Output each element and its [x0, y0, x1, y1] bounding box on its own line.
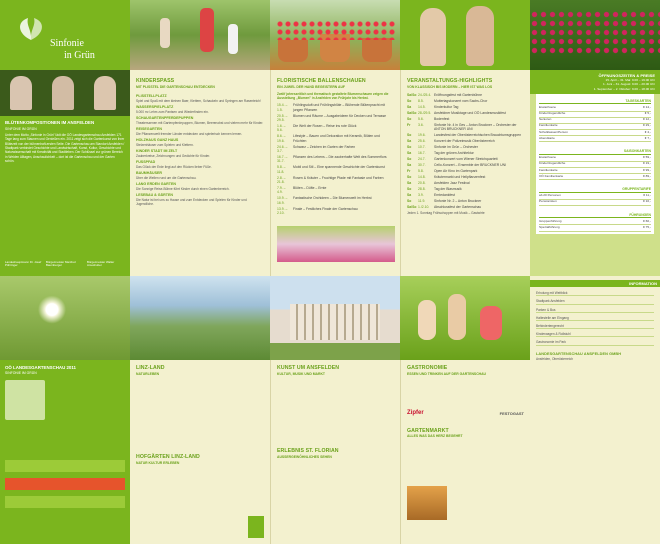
kids-item-text: Über die Wellen rund um die Gartenschau.	[136, 175, 197, 180]
kids-item-title: LESEBAU & GÄRTEN	[136, 193, 173, 198]
event-date: 14.5.	[418, 104, 426, 109]
event-text: Abschlussfest der Gartenschau	[434, 204, 482, 209]
kids-item-text: Die Sonnige Reise-Bühne führt Kinder durch einen Gartenbereich.	[136, 186, 230, 191]
blumenschauen-heading: FLORISTISCHE BALLENSCHAUEN	[277, 78, 366, 84]
price-label: Pensionisten	[539, 199, 557, 204]
kids-item-text: Die Natur ist bei uns zu Hause und zum Entdecken und Spielen für Kinder und Jugendliche.	[136, 197, 247, 206]
price-label: Erwachsene	[539, 155, 557, 160]
kinderspass-list	[136, 94, 264, 206]
price-value: € 75,-	[643, 224, 651, 229]
info-lines	[536, 291, 654, 346]
price-value: € 59,-	[643, 155, 651, 160]
flower-event-date: 2.8. – 21.8.	[277, 175, 286, 184]
flower-event-row	[277, 186, 394, 195]
event-row	[407, 175, 524, 179]
event-text: Open Air Kino im Gartenpark	[434, 168, 478, 173]
flower-event-text: Frühlingsduft und Frühlingsblüte – Blühende Blütenpracht mit jungen Pflanzen	[293, 103, 385, 112]
price-value: € 99,-	[643, 167, 651, 172]
kinderspass-heading: KINDERSPASS	[136, 78, 175, 84]
event-date: 16.7.	[418, 150, 426, 155]
caption-2: Bürgermeister Manfred Baumberger	[46, 259, 76, 268]
price-row	[539, 136, 651, 142]
event-date: 24./25.4.	[418, 93, 432, 98]
price-value: € 7,-	[644, 135, 651, 140]
kids-item-title: SCHAUGARTENPFERDEPUPPEN	[136, 116, 194, 121]
panel-intro	[0, 116, 130, 276]
event-text: Eröffnungsfest mit Gartenbühne	[434, 93, 483, 98]
kids-item-text: 5.000 m² Lehm zum Pantsen und Wiederfinden ein.	[136, 109, 209, 114]
blumenschauen-list	[277, 103, 394, 215]
price-value: € 14,-	[643, 105, 651, 110]
event-row	[407, 187, 524, 191]
event-date: 28.8.	[418, 186, 426, 191]
price-label: Kinder/Jugendliche	[539, 161, 566, 166]
event-text: Sinfonie Nr. 4 in Ges – Anton Bruckner – Orchester der ANTON BRUCKNER UNI	[434, 122, 517, 132]
photo-tulips	[530, 0, 660, 70]
event-day: Fr	[407, 168, 411, 173]
info-footer: Ansfelden, Oberösterreich	[536, 356, 574, 361]
schedule-bar-3	[5, 496, 125, 508]
photo-daisies	[0, 276, 130, 360]
sponsor-logos	[407, 410, 524, 418]
event-date: 24.7.	[418, 156, 426, 161]
photo-map-thumb	[5, 380, 45, 420]
event-text: Bodenfest	[434, 116, 450, 121]
blumenschauen-subheading: EIN JUWEL DER HAND BEGEISTERN AUF	[277, 84, 346, 89]
photo-family-garden	[130, 0, 270, 70]
info-title: INFORMATION	[530, 280, 660, 287]
photo-castle	[270, 276, 400, 360]
schedule-bar-1	[5, 460, 125, 472]
veranstaltungen-subheading: VON KLASSISCH BIS MODERN – HIER IST WAS LOS	[407, 84, 493, 89]
brand-title-line2: in Grün	[64, 50, 95, 61]
price-value: € 89,-	[643, 173, 651, 178]
event-text: Tag der grünen Architektur	[434, 150, 474, 155]
kids-item-title: FUSSPFAD	[136, 160, 156, 165]
event-row	[407, 117, 524, 121]
event-row	[407, 199, 524, 203]
event-date: 5.6.	[418, 116, 424, 121]
kunst-heading: KUNST UM ANSFELDEN	[277, 365, 340, 371]
price-row	[539, 174, 651, 180]
gastro-heading: GASTRONOMIE	[407, 365, 448, 371]
event-day: So	[407, 156, 412, 161]
event-day: Sa/So	[407, 204, 417, 209]
event-row	[407, 99, 524, 103]
price-group-title: GRUPPENTARIFE	[539, 187, 651, 192]
flower-event-row	[277, 114, 394, 123]
flower-event-row	[277, 124, 394, 133]
gastro-subheading: ESSEN UND TRINKEN AUF DER GARTENSCHAU	[407, 371, 486, 376]
hof-subheading: NATUR KULTUR ERLEBEN	[136, 460, 180, 465]
veranstaltungen-list	[407, 93, 524, 209]
info-footer-title: LANDESGARTENSCHAU ANSFELDEN GMBH	[536, 351, 622, 356]
price-group-title: TAGESKARTEN	[539, 99, 651, 104]
sponsor-logo-festogast: FESTOGAST	[499, 411, 524, 417]
event-day: Fr	[407, 122, 411, 127]
price-label: Spezialführung	[539, 224, 560, 229]
event-row	[407, 169, 524, 173]
intro-body: Unter dem Motto „Sinfonie in Grün" lädt die OÖ Landesgartenschau Ansfelden 171 Tage lang zum Staunen und Genießen ein. 2011 zeigt sich die Gartenkunst von ihrer Blütezeit von der bühnenhaft-ersten Seite. Die Gartenschau am Standort Ansfelden / Stadtpark verbindet Geschichte und Landwirtschaft, Kunst, Kultur, Geschichte und Naturwissenschaft mit Kreativität und Stadtleben. Der Schlüssel zur grünen Bereich in Weiden Alltagen, Anschaulichkeit – dort ist die Gartenschau und der Garten schön.	[5, 132, 125, 163]
flower-event-row	[277, 103, 394, 112]
price-group-title: FÜHRUNGEN	[539, 213, 651, 218]
flower-event-date: 13.9. – 2.10.	[277, 206, 288, 215]
flower-event-row	[277, 196, 394, 205]
kids-item-title: REISEGARTEN	[136, 127, 162, 132]
event-day: Sa	[407, 150, 412, 155]
event-row	[407, 105, 524, 109]
event-day: So	[407, 186, 412, 191]
flower-event-text: Blumen und Räume – Ausgabeideen für Decken und Terrasse	[293, 113, 387, 118]
event-row	[407, 93, 524, 97]
erlebnis-subheading: AUSSERGEWÖHNLICHES SEHEN	[277, 454, 332, 459]
event-date: 30.7.	[418, 162, 426, 167]
event-row	[407, 181, 524, 185]
event-day: Sa	[407, 104, 412, 109]
event-date: 3.6.	[418, 122, 424, 127]
leaf-logo-icon	[14, 16, 48, 42]
schedule-title: OÖ LANDESGARTENSCHAU 2011	[5, 365, 76, 370]
hours-line-1: 15. April – 31. Mai: 9.00 – 19.00 Uhr	[605, 78, 655, 83]
flower-event-date: 8.6. – 19.6.	[277, 134, 286, 143]
panel-gastronomie	[400, 360, 530, 544]
hours-line-3: 1. September – 2. Oktober: 9.00 – 18.00 Uhr	[593, 86, 655, 91]
photo-family-picnic	[400, 276, 530, 360]
price-group	[536, 94, 654, 144]
price-value: € 5,-	[644, 111, 651, 116]
hours-line-2: 1. Juni – 31. August: 9.00 – 20.00 Uhr	[603, 82, 655, 87]
event-text: Kinderkultur Tag	[434, 104, 459, 109]
panel-linzland	[130, 360, 270, 544]
event-date: 10.7.	[418, 145, 426, 149]
event-text: Kräutermarkt und Heilpflanzenfest	[434, 174, 486, 179]
info-line: Kinderwagen & Rollstuhl	[536, 332, 654, 337]
event-text: Sinfonie im Grün – Orchester	[434, 145, 478, 149]
price-label: Abendkarte	[539, 135, 555, 140]
event-text: Gartenkonzert vom Wiener Streichquartett	[434, 156, 498, 161]
brand-title-line1: Sinfonie	[50, 38, 84, 49]
price-value: € 10,-	[643, 199, 651, 204]
event-date: 5.8.	[418, 168, 424, 173]
price-row	[539, 200, 651, 206]
flower-event-date: 5.8. – 11.8.	[277, 165, 286, 174]
flower-event-date: 15.4. – 1.5.	[277, 103, 288, 112]
price-row	[539, 225, 651, 231]
hof-heading: HOFGÄRTEN LINZ-LAND	[136, 454, 200, 461]
markt-subheading: ALLES WAS DAS HERZ BEGEHRT	[407, 434, 463, 439]
panel-kinderspass	[130, 70, 270, 276]
event-date: 28./29.5.	[418, 110, 432, 115]
event-row	[407, 163, 524, 167]
event-date: 1./2.10.	[418, 204, 430, 209]
event-row	[407, 133, 524, 137]
erlebnis-heading: ERLEBNIS ST. FLORIAN	[277, 448, 339, 455]
event-text: Konzert der Polizeimusik Oberösterreich	[434, 139, 495, 144]
hours-title: ÖFFNUNGSZEITEN & PREISE	[598, 73, 655, 78]
flower-event-date: 1.6. – 5.6.	[277, 124, 286, 133]
price-value: € 60,-	[643, 218, 651, 223]
event-row	[407, 111, 524, 115]
flower-event-row	[277, 207, 394, 216]
panel-blumenschauen	[270, 70, 400, 276]
info-line: Stadtpark Ansfelden	[536, 299, 654, 304]
price-value: € 19,-	[643, 161, 651, 166]
panel-schedule	[0, 360, 130, 544]
photo-lake-view	[130, 276, 270, 360]
flower-event-text: Blüten – Düfte – Ernte	[293, 185, 327, 190]
price-label: Kinder/Jugendliche	[539, 111, 566, 116]
event-day: So	[407, 133, 412, 138]
panel-kunst	[270, 360, 400, 544]
event-date: 20.8.	[418, 180, 426, 185]
kids-item-title: KINDER STADT IM ZELT	[136, 149, 178, 154]
kids-item-title: WASSERSPIELPLATZ	[136, 105, 174, 110]
panel-veranstaltungen	[400, 70, 530, 276]
caption-3: Bürgermeister Walter Ameshuber	[87, 259, 115, 268]
event-date: 25.6.	[418, 139, 426, 144]
event-date: 3.9.	[418, 192, 424, 197]
price-group-title: SAISONKARTEN	[539, 149, 651, 154]
caption-1: Landeshauptmann Dr. Josef Pühringer	[5, 259, 42, 268]
flower-event-text: Rosen & Kräuter – Fruchtige Pfade mit Fantasie und Farben	[293, 175, 384, 180]
info-line: Behindertengerecht	[536, 324, 654, 329]
event-day: Sa	[407, 162, 412, 167]
blumenschauen-intro: Zwölf jahreszeitlich und thematisch gestaltete Blumenschauen zeigen die Ausstellung „Blumen" in Ansfelden von Frühjahr bis Herbst.	[277, 92, 389, 101]
flower-event-date: 7.9. – 4.9.	[277, 185, 286, 195]
event-date: 8.5.	[418, 98, 424, 103]
kids-item-text: Zauberkreise, Zeichnungen und Gedichte für Kinder.	[136, 153, 211, 158]
flower-event-text: Mobil und Stil – Eine spannende Geschichte der Gartenkunst	[293, 165, 385, 170]
event-text: Landesfest der Oberösterreichischen Brauchtumsgruppen	[434, 133, 522, 138]
event-text: Muttertagskonzert vom Sachs-Chor	[434, 98, 488, 103]
kids-item-text: Das Glück der Erde liegt auf den Rücken lieber Füße.	[136, 164, 212, 169]
event-text: Erntedankfest	[434, 192, 455, 197]
schedule-bar-2	[5, 478, 125, 490]
price-value: € 12,-	[643, 117, 651, 122]
photo-flower-pots	[270, 0, 400, 70]
info-line: Haltestelle am Eingang	[536, 316, 654, 321]
event-text: Tag der Blasmusik	[434, 186, 462, 191]
info-line: Parken & Bus	[536, 308, 654, 313]
schedule-subtitle: SINFONIE IM GRÜN	[5, 370, 37, 375]
veranstaltungen-note: Jeden 1. Sonntag Frühschoppen mit Musik – Gastwirte	[407, 210, 485, 215]
price-label: Familienkarte	[539, 123, 558, 128]
event-text: Ansfelden Jazz Festival	[434, 180, 470, 185]
flower-event-date: 24.6. – 3.7.	[277, 144, 288, 154]
photo-market	[407, 486, 447, 520]
event-date: 14.8.	[418, 174, 426, 179]
event-day: So	[407, 198, 412, 203]
event-row	[407, 139, 524, 143]
kids-item-title: PLISSTELLPLATZ	[136, 94, 167, 99]
event-row	[407, 145, 524, 149]
kids-item-text: Spiel und Spaß mit dem kleinen Baer, Klettern, Schaukeln und Springen am Rasenteich!	[136, 98, 261, 103]
kids-item-title: BAUMHÄUSER	[136, 171, 162, 176]
price-label: Erwachsene	[539, 105, 557, 110]
price-group	[536, 208, 654, 234]
event-day: So	[407, 98, 412, 103]
price-label: OÖ Familienkarte	[539, 173, 564, 178]
kids-item-text: Theaterszenen mit Gartenpferdepuppen, Blumen, Beerenobst und vielem mehr für Kinder.	[136, 120, 264, 125]
event-day: Sa	[407, 180, 412, 185]
brand-header	[0, 0, 130, 70]
panel-information	[530, 276, 660, 544]
markt-heading: GARTENMARKT	[407, 427, 449, 434]
flower-event-row	[277, 134, 394, 143]
photo-flower-arrangement	[277, 226, 395, 262]
price-value: € 4,-	[644, 129, 651, 134]
event-day: Sa	[407, 139, 412, 144]
price-value: € 11,-	[643, 193, 651, 198]
event-day: So	[407, 116, 412, 121]
event-row	[407, 123, 524, 132]
info-line: Erholung mit Weitblick	[536, 291, 654, 296]
event-text: Sinfonie Nr. 2 – Anton Bruckner	[434, 198, 482, 203]
event-text: Cello-Konzert – Ensemble der BRUCKNER UNI	[434, 162, 506, 167]
kids-item-title: HOLZHAUS GANZ HAUS	[136, 138, 179, 143]
flower-event-date: 10.9. – 16.9.	[277, 196, 288, 205]
event-date: 11.9.	[418, 198, 426, 203]
price-value: € 29,-	[643, 123, 651, 128]
event-row	[407, 157, 524, 161]
flower-event-row	[277, 155, 394, 164]
panel-preise	[530, 70, 660, 276]
event-day: Sa/So	[407, 93, 417, 98]
event-text: Ansfeldner Musiktage und OÖ Landesmusikfest	[434, 110, 506, 115]
info-line: Gastronomie im Park	[536, 340, 654, 345]
kunst-subheading: KULTUR, MUSIK UND MARKT	[277, 371, 325, 376]
kinderspass-subheading: MIT PLISSTEL DIE GARTENSCHAU ENTDECKEN	[136, 84, 215, 89]
flower-event-text: Die Welt der Rosen – Reise ins rote Glück	[293, 124, 357, 129]
linzland-heading: LINZ-LAND	[136, 365, 165, 371]
price-groups	[530, 94, 660, 233]
kids-item-text: Die Pflanzenwelt fremder Länder entdecken und spielerisch kennen lernen.	[136, 131, 243, 136]
flower-event-text: Finale – Festliches Finale der Gartenschau	[293, 206, 358, 211]
flower-event-text: Fantastische Orchideen – Die Blumenwelt im Herbst	[293, 196, 372, 201]
flower-event-text: Pflanzen des Lebens – Die zauberhafte Welt des Sommerflors	[293, 155, 387, 160]
intro-subheading: SINFONIE IM GRÜN	[5, 126, 37, 131]
event-row	[407, 193, 524, 197]
flower-event-row	[277, 176, 394, 185]
event-day: Sa	[407, 192, 412, 197]
price-label: Familienkarte	[539, 167, 558, 172]
price-label: ab 20 Personen	[539, 193, 561, 198]
intro-heading: BLÜTENKOMPOSITIONEN IM ANSFELDEN	[5, 120, 95, 125]
photo-women-green	[400, 0, 530, 70]
event-row	[407, 205, 524, 209]
kids-item-title: LANG ERDEN GARTEN	[136, 182, 176, 187]
linzland-subheading: NATURLEBEN	[136, 371, 160, 376]
hof-logo-icon	[248, 516, 264, 538]
event-date: 19.6.	[418, 133, 426, 138]
sponsor-logo-zipfer: Zipfer	[407, 410, 424, 417]
price-label: Gruppenführung	[539, 218, 562, 223]
veranstaltungen-heading: VERANSTALTUNGS-HIGHLIGHTS	[407, 78, 493, 84]
flower-event-text: Lifestyle – Bauen und Dekoration mit Keramik, Blüten und Früchten	[293, 134, 380, 143]
flower-event-row	[277, 165, 394, 174]
intro-captions	[5, 261, 125, 268]
flower-event-date: 16.7. – 31.7.	[277, 155, 288, 164]
flower-event-text: Schwarz – Zeichen im Garten der Farben	[293, 144, 356, 149]
event-day: So	[407, 145, 412, 149]
flower-event-date: 20.5. – 29.5.	[277, 113, 288, 123]
event-day: So	[407, 174, 412, 179]
event-row	[407, 151, 524, 155]
price-label: Senioren	[539, 117, 552, 122]
price-label: Schulklassen/Person	[539, 129, 568, 134]
price-group	[536, 144, 654, 182]
photo-officials	[0, 70, 130, 116]
event-day: Sa/So	[407, 110, 417, 115]
kids-item-text: Stelzenhäuser zum Spielen und Klettern.	[136, 142, 194, 147]
flower-event-row	[277, 145, 394, 154]
price-group	[536, 182, 654, 208]
